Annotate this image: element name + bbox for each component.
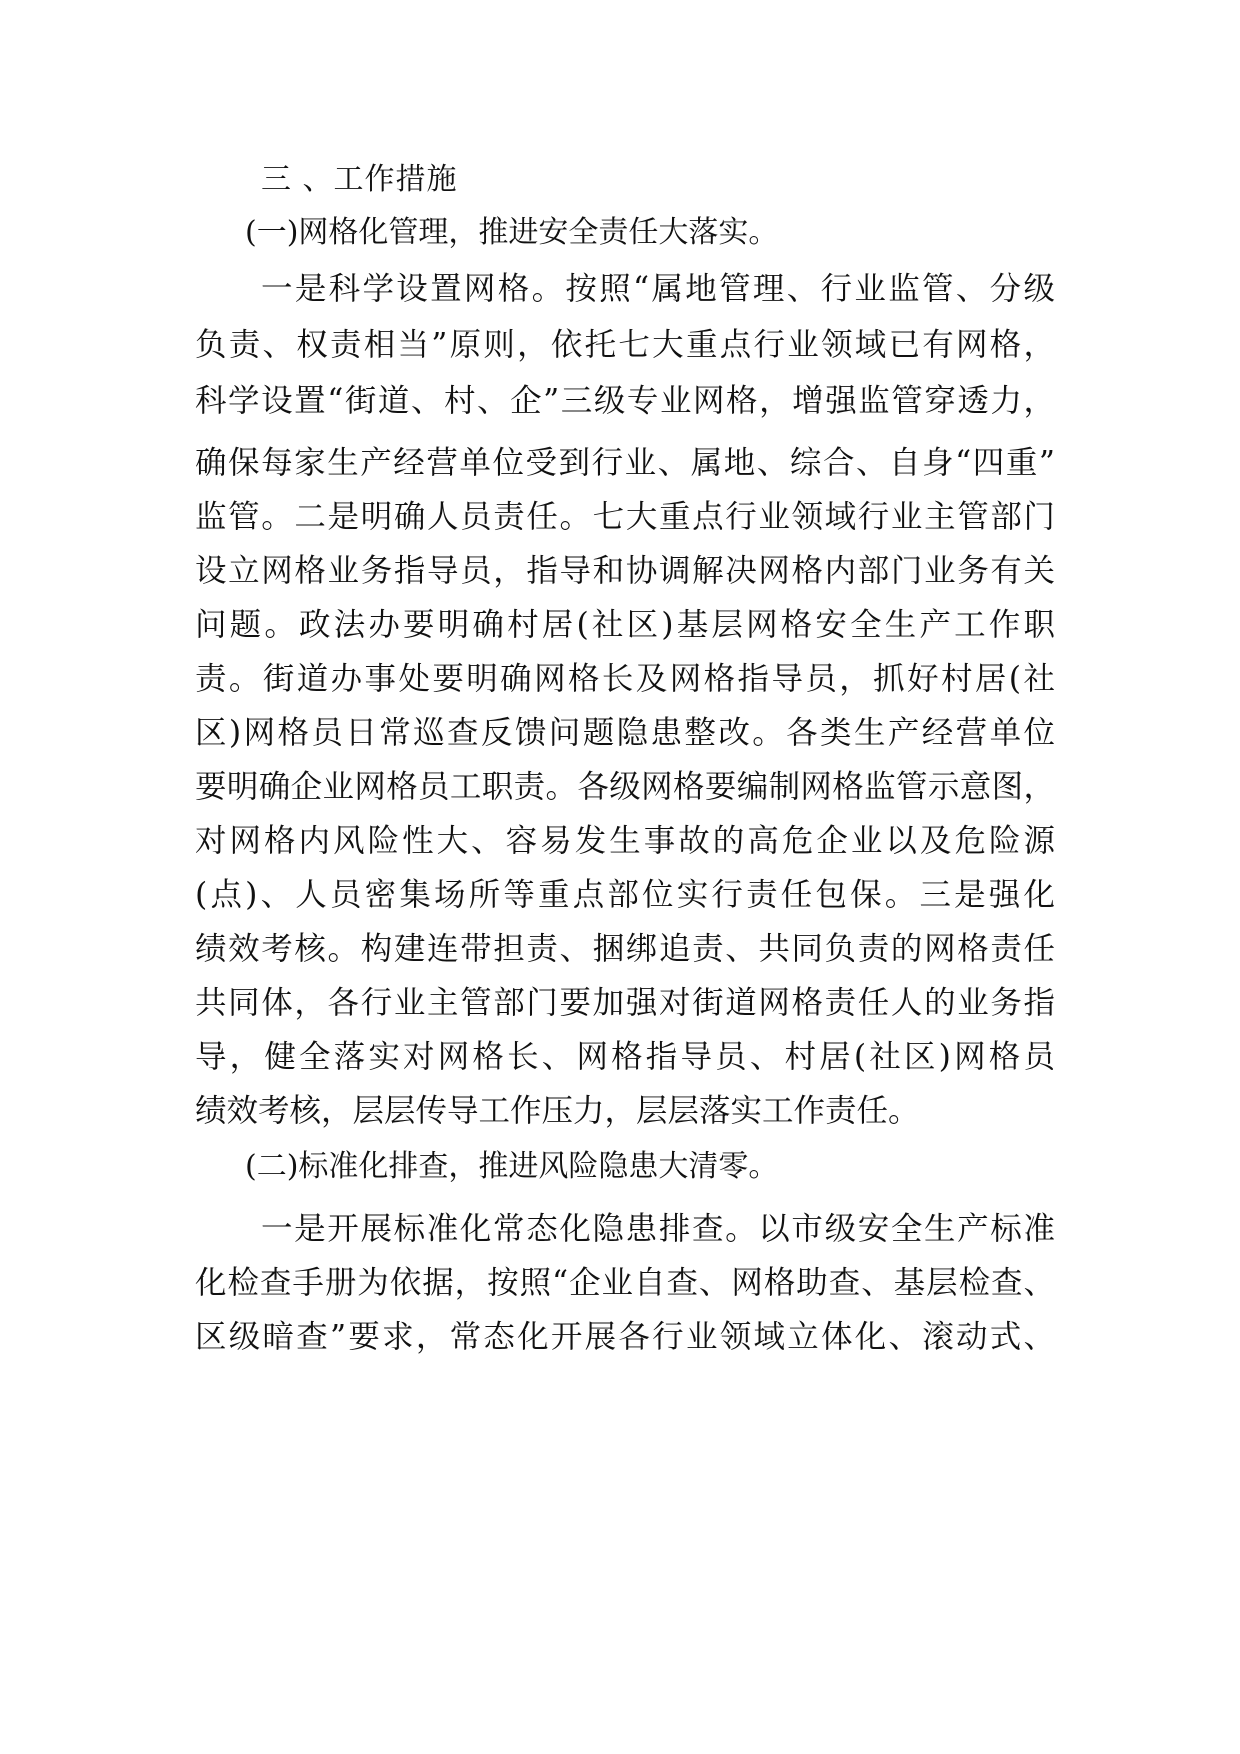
paragraph-line: 区)网格员日常巡查反馈问题隐患整改。各类生产经营单位 [195,715,1055,751]
paragraph-line: 负责、权责相当”原则，依托七大重点行业领域已有网格， [195,327,1055,363]
paragraph-line: 要明确企业网格员工职责。各级网格要编制网格监管示意图， [195,769,1055,805]
paragraph-line: (点)、人员密集场所等重点部位实行责任包保。三是强化 [195,877,1055,913]
paragraph-line: 对网格内风险性大、容易发生事故的高危企业以及危险源 [195,823,1055,859]
paragraph-line: 绩效考核，层层传导工作压力，层层落实工作责任。 [195,1093,920,1129]
paragraph-line: 确保每家生产经营单位受到行业、属地、综合、自身“四重” [195,445,1055,481]
section-heading: 三 、工作措施 [261,162,458,197]
paragraph-line: 责。街道办事处要明确网格长及网格指导员，抓好村居(社 [195,661,1055,697]
paragraph-line: 一是开展标准化常态化隐患排查。以市级安全生产标准 [261,1211,1055,1247]
subsection-title-2: (二)标准化排查，推进风险隐患大清零。 [245,1149,779,1184]
paragraph-line: 设立网格业务指导员，指导和协调解决网格内部门业务有关 [195,553,1055,589]
paragraph-line: 导，健全落实对网格长、网格指导员、村居(社区)网格员 [195,1039,1055,1075]
paragraph-line: 绩效考核。构建连带担责、捆绑追责、共同负责的网格责任 [195,931,1055,967]
paragraph-line: 监管。二是明确人员责任。七大重点行业领域行业主管部门 [195,499,1055,535]
subsection-title-1: (一)网格化管理，推进安全责任大落实。 [245,215,779,250]
paragraph-line: 共同体，各行业主管部门要加强对街道网格责任人的业务指 [195,985,1055,1021]
paragraph-line: 区级暗查”要求，常态化开展各行业领域立体化、滚动式、 [195,1319,1055,1355]
paragraph-line: 一是科学设置网格。按照“属地管理、行业监管、分级 [261,271,1055,307]
paragraph-line: 科学设置“街道、村、企”三级专业网格，增强监管穿透力， [195,383,1055,419]
paragraph-line: 化检查手册为依据，按照“企业自查、网格助查、基层检查、 [195,1265,1055,1301]
paragraph-line: 问题。政法办要明确村居(社区)基层网格安全生产工作职 [195,607,1055,643]
